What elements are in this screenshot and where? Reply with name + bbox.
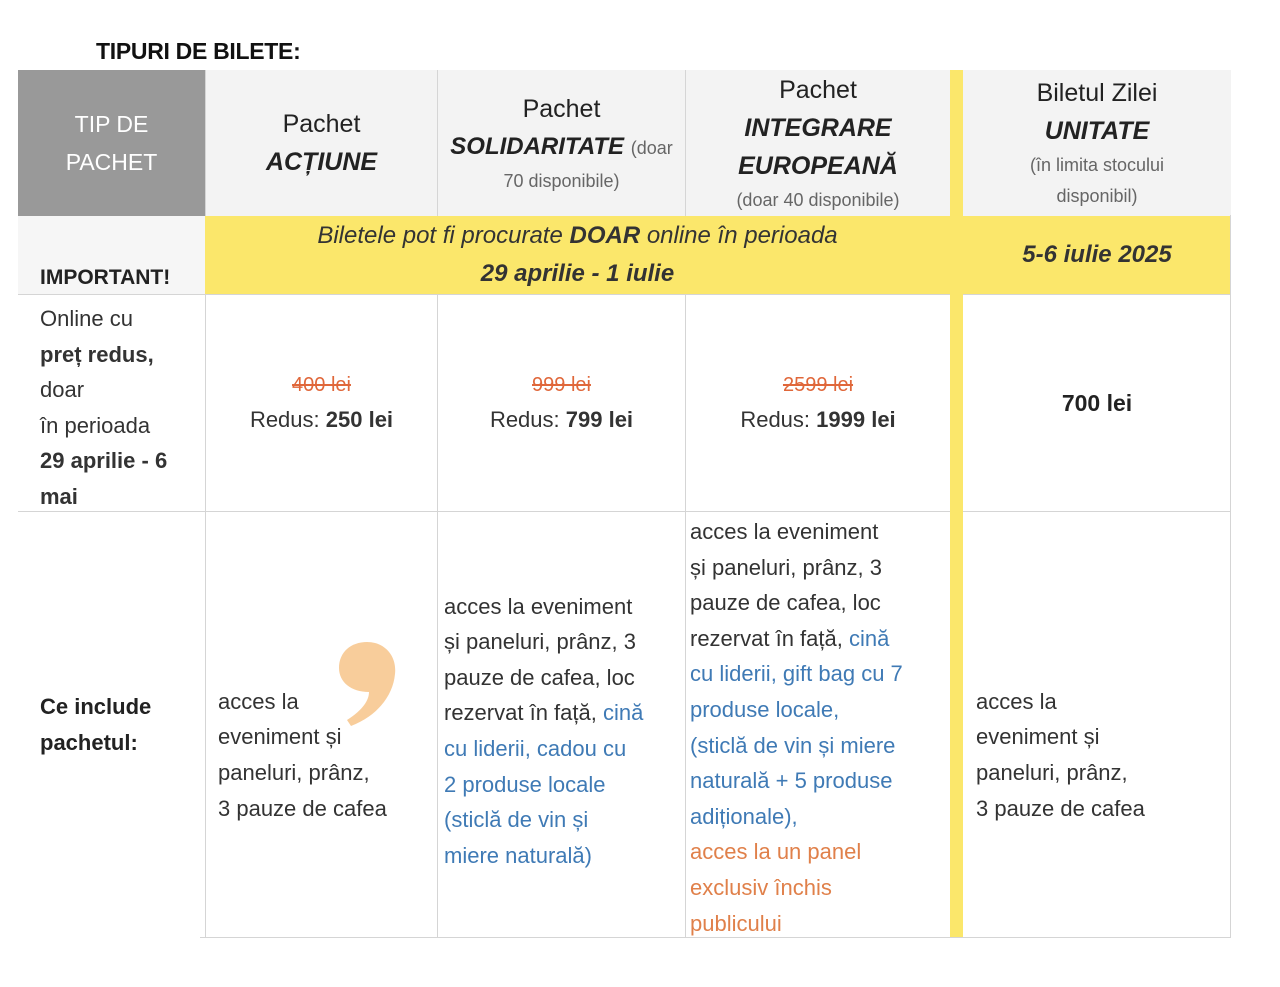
important-label: IMPORTANT! <box>18 216 205 294</box>
availability-note: (în limita stocului <box>1029 155 1165 175</box>
day-ticket-date <box>963 216 1231 294</box>
includes-line: 3 pauze de cafea <box>976 795 1145 821</box>
online-period-banner <box>205 216 950 294</box>
package-name: UNITATE <box>1044 117 1150 145</box>
includes-text: rezervat în față, <box>690 625 849 651</box>
table-right-border <box>1230 215 1231 938</box>
includes-highlight: miere naturală) <box>444 842 592 868</box>
header-line: Pachet <box>779 75 857 104</box>
price-biletul-zilei <box>963 294 1231 511</box>
header-solidaritate <box>437 70 685 216</box>
package-name: INTEGRARE <box>744 113 892 142</box>
includes-highlight: produse locale, <box>690 696 840 722</box>
includes-label-line: pachetul: <box>40 730 138 755</box>
includes-text: rezervat în față, <box>444 700 603 726</box>
header-integrare-europeana <box>685 70 950 216</box>
includes-line: acces la eveniment <box>690 519 879 544</box>
includes-line: acces la eveniment <box>444 593 633 619</box>
availability-note: disponibil) <box>1056 186 1138 206</box>
price-label-line: Online cu <box>40 306 133 331</box>
includes-highlight: cină <box>602 700 644 726</box>
reduced-label: Redus: <box>489 407 566 432</box>
includes-line: acces la <box>976 688 1057 714</box>
includes-line: paneluri, prânz, <box>976 760 1128 785</box>
includes-line: eveniment și <box>218 724 342 750</box>
reduced-label: Redus: <box>740 407 817 432</box>
header-line: Biletul Zilei <box>1036 79 1158 107</box>
price-label-line: în perioada <box>40 412 151 438</box>
table-bottom-border <box>200 937 1231 938</box>
header-biletul-zilei <box>963 70 1231 216</box>
old-price: 2599 lei <box>782 374 854 396</box>
header-line: Pachet <box>522 94 601 123</box>
includes-line: pauze de cafea, loc <box>444 664 635 690</box>
includes-highlight: adiționale), <box>690 803 798 829</box>
banner-text-bold: DOAR <box>569 222 641 249</box>
includes-line: și paneluri, prânz, 3 <box>690 554 882 580</box>
includes-highlight: (sticlă de vin și <box>444 807 589 833</box>
price-label-line: preț redus, <box>40 341 154 367</box>
includes-exclusive: exclusiv închis <box>690 874 832 900</box>
header-row-label-line: TIP DE <box>74 111 149 137</box>
banner-period: 29 aprilie - 1 iulie <box>480 260 675 287</box>
event-date: 5-6 iulie 2025 <box>1022 241 1172 268</box>
includes-integrare-europeana <box>685 511 950 938</box>
header-line: Pachet <box>282 110 361 138</box>
banner-text: online în perioada <box>640 222 838 249</box>
includes-highlight: naturală + 5 produse <box>690 768 893 794</box>
old-price: 999 lei <box>532 374 591 396</box>
includes-highlight: cină <box>848 625 890 651</box>
includes-solidaritate <box>437 511 685 938</box>
new-price: 1999 lei <box>816 407 896 432</box>
page-title: TIPURI DE BILETE: <box>96 38 301 64</box>
includes-highlight: cu liderii, gift bag cu 7 <box>690 661 903 687</box>
includes-actiune <box>205 511 437 938</box>
package-name: SOLIDARITATE <box>450 132 625 160</box>
header-row-label <box>18 70 205 216</box>
price-label-line: 29 aprilie - 6 <box>40 448 168 473</box>
old-price: 400 lei <box>292 374 351 396</box>
includes-label-line: Ce include <box>40 694 152 720</box>
price-row-label <box>18 294 205 511</box>
package-name: ACȚIUNE <box>265 148 378 176</box>
day-price: 700 lei <box>1061 389 1133 416</box>
header-row-label-line: PACHET <box>65 149 158 175</box>
price-solidaritate <box>437 294 685 511</box>
availability-note: 70 disponibile) <box>503 170 620 191</box>
includes-line: și paneluri, prânz, 3 <box>444 629 636 655</box>
column-highlight-bar <box>950 70 963 938</box>
includes-line: eveniment și <box>976 724 1100 750</box>
reduced-label: Redus: <box>249 407 326 432</box>
includes-label <box>18 511 205 938</box>
ticket-table <box>18 70 1231 938</box>
new-price: 250 lei <box>325 407 394 432</box>
includes-highlight: cu liderii, cadou cu <box>444 736 627 761</box>
includes-line: acces la <box>218 688 299 714</box>
availability-note: (doar 40 disponibile) <box>736 189 900 210</box>
header-actiune <box>205 70 437 216</box>
includes-highlight: 2 produse locale <box>444 771 606 797</box>
includes-biletul-zilei <box>963 511 1231 938</box>
includes-exclusive: publicului <box>690 910 782 936</box>
availability-note: (doar <box>630 137 673 158</box>
comma-watermark-icon <box>337 640 397 728</box>
includes-line: pauze de cafea, loc <box>690 590 881 616</box>
package-name: EUROPEANĂ <box>738 151 898 180</box>
price-integrare-europeana <box>685 294 950 511</box>
includes-line: paneluri, prânz, <box>218 760 370 785</box>
price-label-line: mai <box>40 483 78 509</box>
price-label-line: doar <box>40 377 85 402</box>
includes-exclusive: acces la un panel <box>690 839 862 865</box>
includes-line: 3 pauze de cafea <box>218 795 387 821</box>
new-price: 799 lei <box>565 407 634 432</box>
includes-highlight: (sticlă de vin și miere <box>690 732 896 758</box>
price-actiune <box>205 294 437 511</box>
banner-text: Biletele pot fi procurate <box>317 222 570 249</box>
